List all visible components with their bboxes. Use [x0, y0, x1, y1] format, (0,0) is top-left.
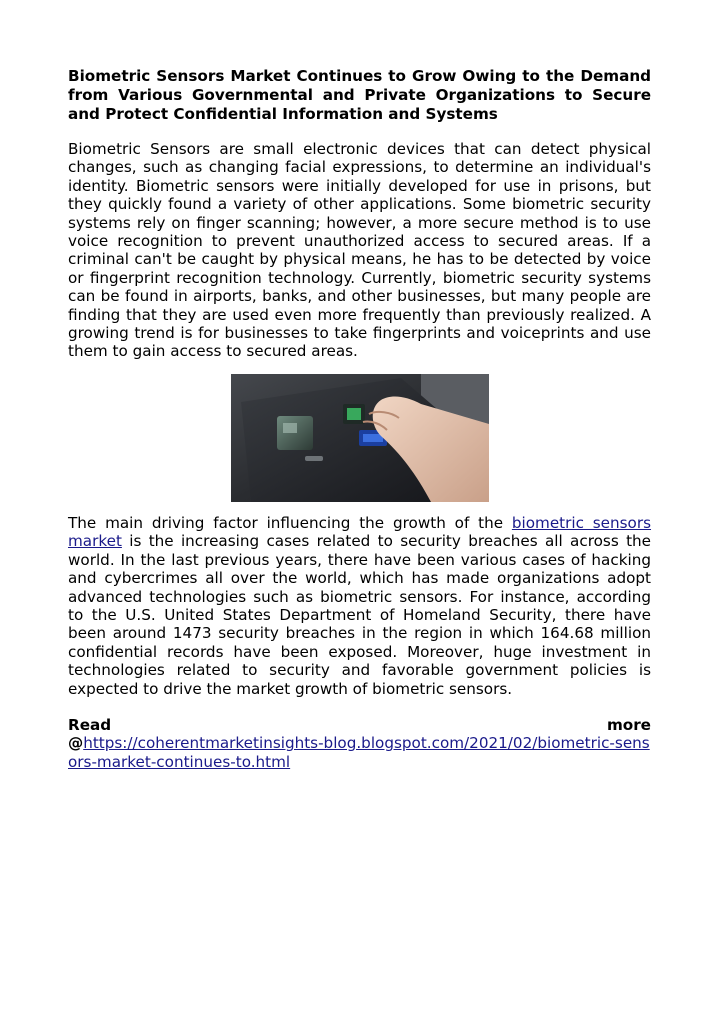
- read-more-row: [68, 716, 651, 734]
- fingerprint-scanner-photo-icon: [231, 374, 489, 502]
- biometric-sensors-market-link[interactable]: biometric sensors market: [68, 513, 652, 551]
- at-symbol: @: [68, 734, 84, 753]
- paragraph-driving-factor: [68, 514, 651, 698]
- paragraph-intro: Biometric Sensors are small electronic devices that can detect physical changes, such as changing facial expressions, to determine an individual's identity. Biometric sensors were initially developed for use in prisons, but they quickly found a variety of other applications. Some biometric security systems rely on finger scanning; however, a more secure method is to use voice recognition to prevent unauthorized access to secured areas. If a criminal can't be caught by physical means, he has to be detected by voice or fingerprint recognition technology. Currently, biometric security systems can be found in airports, banks, and other businesses, but many people are finding that they are used even more frequently than previously realized. A growing trend is for businesses to take fingerprints and voiceprints and use them to gain access to secured areas.: [68, 140, 651, 361]
- read-more-url-link[interactable]: https://coherentmarketinsights-blog.blogspot.com/2021/02/biometric-sensors-market-continues-to.html: [68, 734, 650, 771]
- article-title: Biometric Sensors Market Continues to Grow Owing to the Demand from Various Governmental and Private Organizations to Secure and Protect Confidential Information and Systems: [68, 67, 651, 123]
- fingerprint-scanner-image: [231, 374, 489, 502]
- read-more-url-line: [68, 734, 651, 771]
- paragraph-driving-factor-lead: The main driving factor influencing the growth of the: [68, 513, 512, 532]
- read-label: Read: [68, 715, 112, 734]
- paragraph-driving-factor-rest: is the increasing cases related to security breaches all across the world. In the last previous years, there have been various cases of hacking and cybercrimes all over the world, which has made organizations adopt advanced technologies such as biometric sensors. For instance, according to the U.S. United States Department of Homeland Security, there have been around 1473 security breaches in the region in which 164.68 million confidential records have been exposed. Moreover, huge investment in technologies related to security and favorable government policies is expected to drive the market growth of biometric sensors.: [68, 532, 651, 698]
- document-page: [68, 67, 651, 771]
- read-more-section: [68, 716, 651, 771]
- more-label: more: [606, 715, 651, 734]
